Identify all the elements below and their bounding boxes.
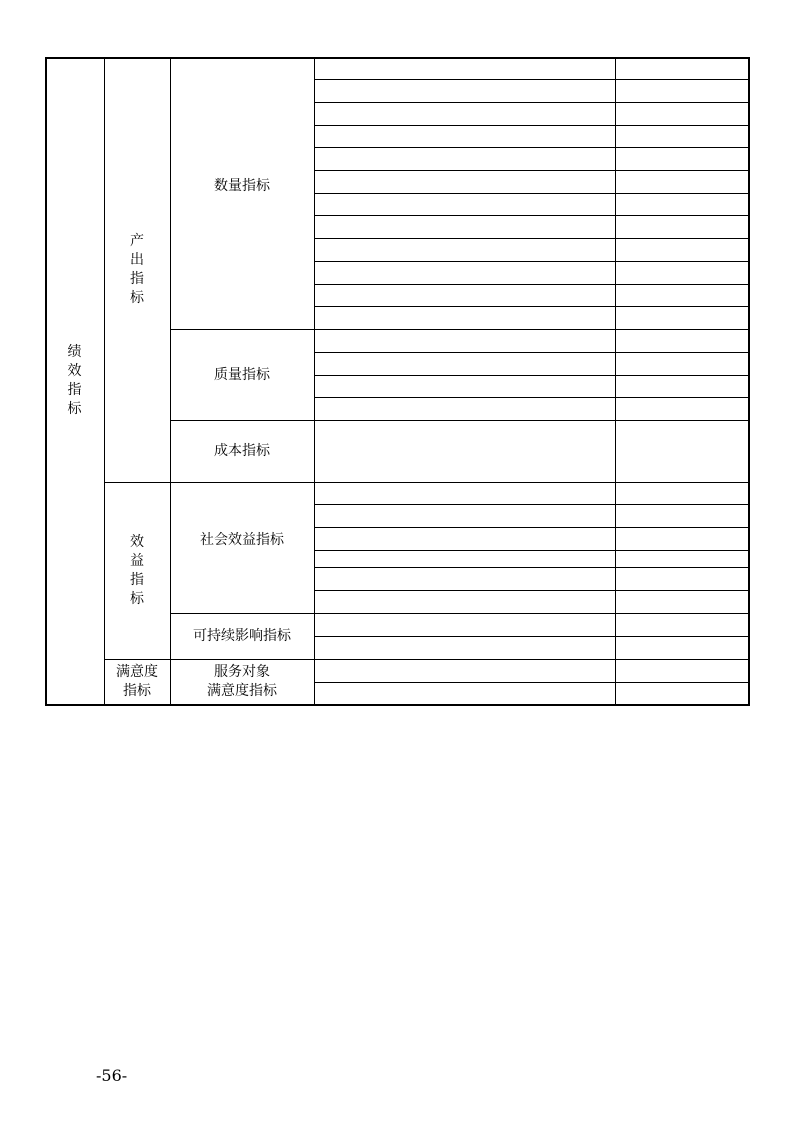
label-char: 出 [130, 251, 144, 268]
row-divider [314, 482, 748, 483]
sub-divider [170, 420, 314, 421]
column-divider [170, 57, 171, 704]
label-char: 指标 [123, 682, 151, 699]
row-divider [314, 102, 748, 103]
page-number: -56- [96, 1066, 128, 1085]
label-char: 满意度指标 [207, 682, 277, 699]
label-char: 指 [130, 270, 144, 287]
sub-divider [170, 482, 314, 483]
group-divider [104, 659, 170, 660]
cost-indicator-label: 成本指标 [214, 443, 270, 459]
row-divider [314, 79, 748, 80]
row-divider [314, 125, 748, 126]
social-benefit-indicator-label: 社会效益指标 [200, 531, 284, 548]
row-divider [314, 682, 748, 683]
quantity-indicator-label: 数量指标 [214, 178, 270, 194]
label-char: 益 [130, 552, 144, 569]
label-char: 指 [130, 571, 144, 588]
row-divider [314, 261, 748, 262]
row-divider [314, 215, 748, 216]
row-divider [314, 590, 748, 591]
row-divider [314, 636, 748, 637]
table-border-bottom [45, 704, 750, 706]
row-divider [314, 238, 748, 239]
column-divider [104, 57, 105, 704]
label-char: 服务对象 [214, 663, 270, 680]
performance-indicator-label [45, 57, 104, 704]
label-char: 满意度 [116, 663, 158, 680]
table-border-left [45, 57, 47, 704]
sub-divider [170, 613, 314, 614]
service-target-satisfaction-label [170, 659, 314, 704]
output-indicator-label [104, 57, 170, 482]
label-char: 绩 [67, 343, 82, 360]
row-divider [314, 550, 748, 551]
column-divider [314, 57, 315, 704]
table-border-top [45, 57, 748, 59]
benefit-indicator-label [104, 482, 170, 659]
row-divider [314, 352, 748, 353]
row-divider [314, 375, 748, 376]
label-char: 标 [130, 289, 144, 306]
label-char: 标 [67, 400, 82, 417]
row-divider [314, 527, 748, 528]
row-divider [314, 567, 748, 568]
label-char: 产 [130, 232, 144, 249]
column-divider [615, 57, 616, 704]
row-divider [314, 147, 748, 148]
satisfaction-indicator-label [104, 659, 170, 704]
row-divider [314, 193, 748, 194]
label-char: 标 [130, 590, 144, 607]
row-divider [314, 420, 748, 421]
row-divider [314, 284, 748, 285]
row-divider [314, 170, 748, 171]
label-char: 效 [67, 362, 82, 379]
sub-divider [170, 329, 314, 330]
row-divider [314, 397, 748, 398]
group-divider [104, 482, 170, 483]
label-char: 指 [67, 381, 82, 398]
row-divider [314, 306, 748, 307]
row-divider [314, 329, 748, 330]
sub-divider [170, 659, 314, 660]
sustainable-impact-indicator-label: 可持续影响指标 [193, 628, 291, 644]
label-char: 效 [130, 533, 144, 550]
table-border-right [748, 57, 750, 704]
row-divider [314, 613, 748, 614]
row-divider [314, 659, 748, 660]
quality-indicator-label: 质量指标 [214, 366, 270, 383]
row-divider [314, 504, 748, 505]
